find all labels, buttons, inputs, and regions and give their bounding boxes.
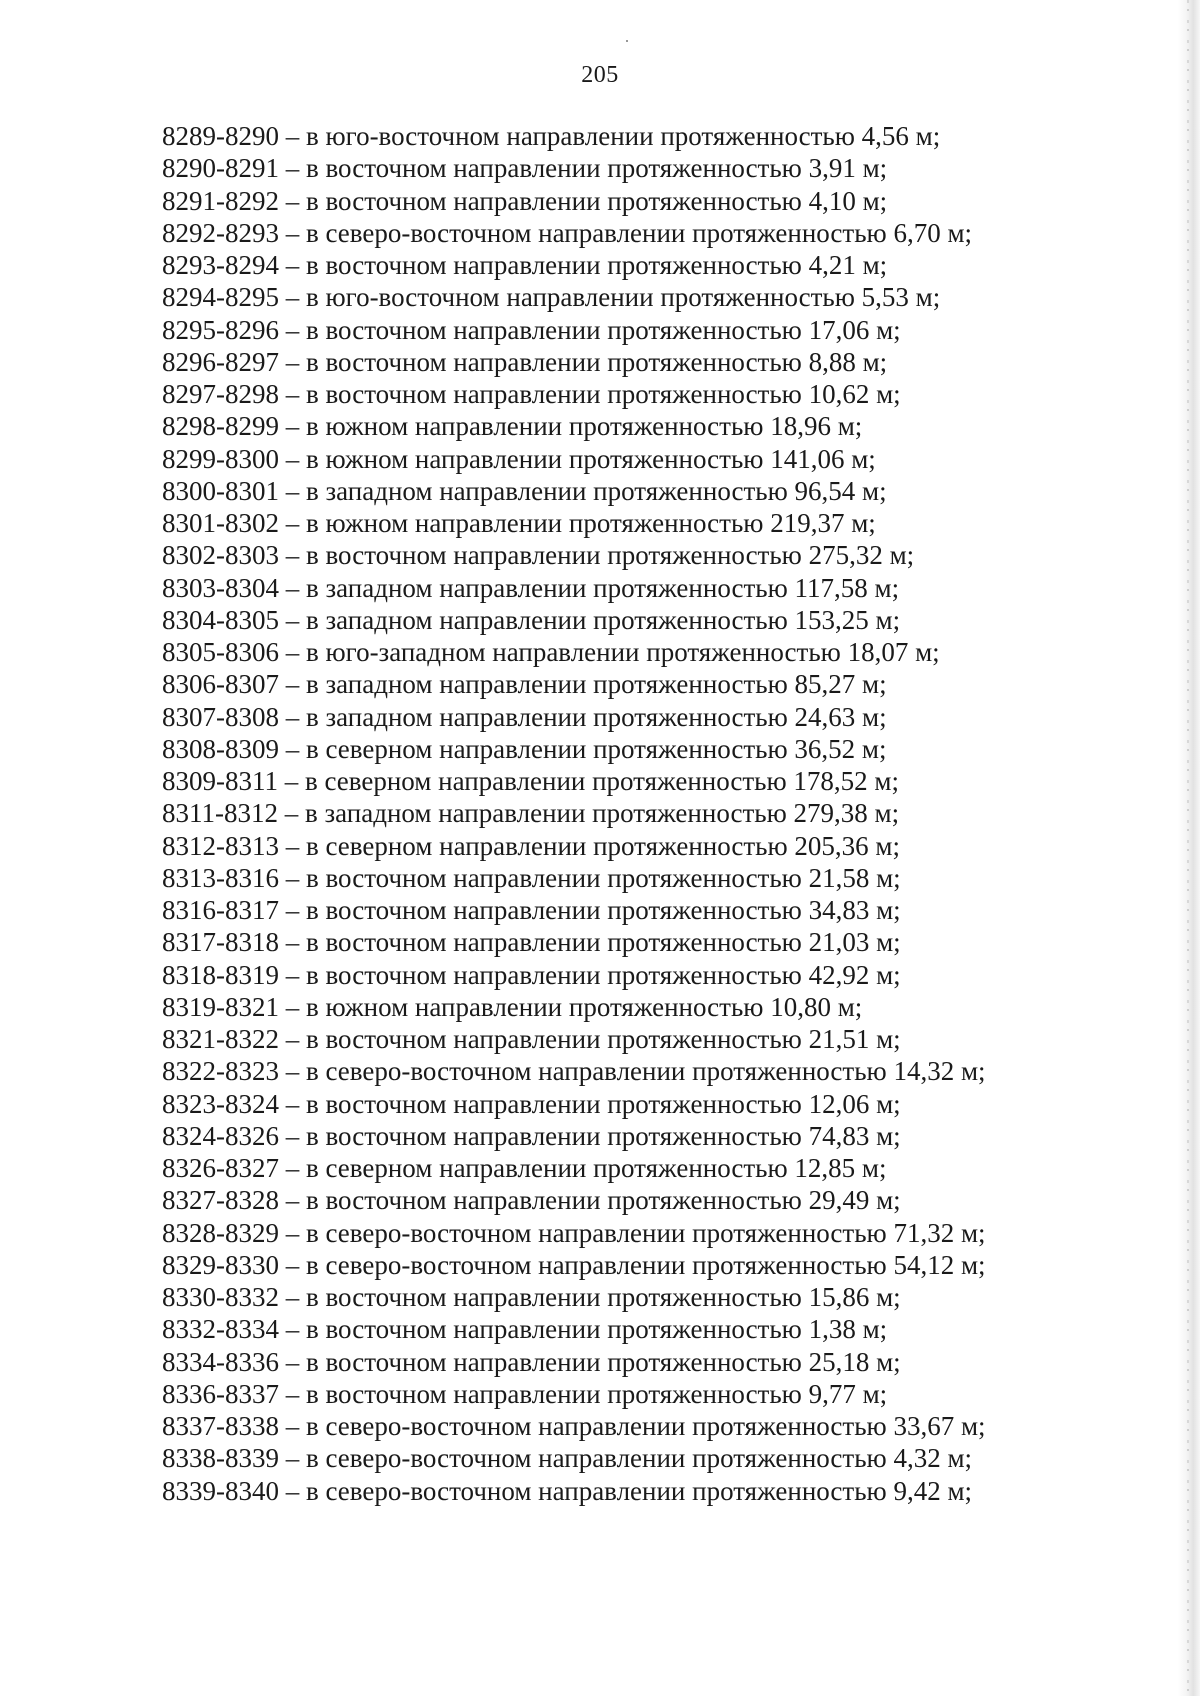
segment-line: 8336-8337 – в восточном направлении протяженностью 9,77 м; [162,1378,888,1409]
segment-line: 8301-8302 – в южном направлении протяженностью 219,37 м; [162,508,876,538]
segment-line: 8291-8292 – в восточном направлении протяженностью 4,10 м; [162,185,888,216]
segment-line: 8304-8305 – в западном направлении протяженностью 153,25 м; [162,604,901,635]
segment-line: 8306-8307 – в западном направлении протяженностью 85,27 м; [162,669,887,700]
segment-line: 8316-8317 – в восточном направлении протяженностью 34,83 м; [162,895,901,925]
segment-line: 8289-8290 – в юго-восточном направлении протяженностью 4,56 м; [162,121,941,151]
segment-line: 8338-8339 – в северо-восточном направлении протяженностью 4,32 м; [162,1443,973,1474]
segment-line: 8322-8323 – в северо-восточном направлении протяженностью 14,32 м; [162,1056,986,1087]
segment-line: 8305-8306 – в юго-западном направлении протяженностью 18,07 м; [162,637,940,667]
segment-line: 8307-8308 – в западном направлении протяженностью 24,63 м; [162,701,887,732]
segment-line: 8337-8338 – в северо-восточном направлении протяженностью 33,67 м; [162,1411,986,1441]
segment-line: 8300-8301 – в западном направлении протяженностью 96,54 м; [162,475,887,506]
segment-line: 8321-8322 – в восточном направлении протяженностью 21,51 м; [162,1024,901,1054]
segment-line: 8319-8321 – в южном направлении протяженностью 10,80 м; [162,991,863,1022]
segment-line: 8302-8303 – в восточном направлении протяженностью 275,32 м; [162,540,915,571]
segment-line: 8297-8298 – в восточном направлении протяженностью 10,62 м; [162,379,901,409]
segment-line: 8317-8318 – в восточном направлении протяженностью 21,03 м; [162,927,901,958]
segment-line: 8296-8297 – в восточном направлении протяженностью 8,88 м; [162,346,888,377]
segment-line: 8308-8309 – в северном направлении протяженностью 36,52 м; [162,733,887,764]
segment-line: 8290-8291 – в восточном направлении протяженностью 3,91 м; [162,153,888,184]
scan-speck [626,40,628,42]
scan-edge-artifact [1178,0,1200,1696]
segment-line: 8303-8304 – в западном направлении протяженностью 117,58 м; [162,572,900,603]
segment-line: 8294-8295 – в юго-восточном направлении протяженностью 5,53 м; [162,282,941,313]
boundary-segment-list [162,120,986,1507]
segment-line: 8329-8330 – в северо-восточном направлении протяженностью 54,12 м; [162,1249,986,1280]
segment-line: 8293-8294 – в восточном направлении протяженностью 4,21 м; [162,250,888,280]
segment-line: 8324-8326 – в восточном направлении протяженностью 74,83 м; [162,1120,901,1151]
segment-line: 8327-8328 – в восточном направлении протяженностью 29,49 м; [162,1185,901,1216]
segment-line: 8299-8300 – в южном направлении протяженностью 141,06 м; [162,443,876,474]
segment-line: 8323-8324 – в восточном направлении протяженностью 12,06 м; [162,1088,901,1119]
segment-line: 8339-8340 – в северо-восточном направлении протяженностью 9,42 м; [162,1475,973,1506]
segment-line: 8312-8313 – в северном направлении протяженностью 205,36 м; [162,830,901,861]
segment-line: 8328-8329 – в северо-восточном направлении протяженностью 71,32 м; [162,1217,986,1248]
segment-line: 8326-8327 – в северном направлении протяженностью 12,85 м; [162,1153,887,1183]
segment-line: 8311-8312 – в западном направлении протяженностью 279,38 м; [162,798,900,829]
segment-line: 8330-8332 – в восточном направлении протяженностью 15,86 м; [162,1282,901,1312]
segment-line: 8292-8293 – в северо-восточном направлении протяженностью 6,70 м; [162,217,973,248]
segment-line: 8334-8336 – в восточном направлении протяженностью 25,18 м; [162,1346,901,1377]
segment-line: 8295-8296 – в восточном направлении протяженностью 17,06 м; [162,314,901,345]
segment-line: 8298-8299 – в южном направлении протяженностью 18,96 м; [162,411,863,442]
segment-line: 8332-8334 – в восточном направлении протяженностью 1,38 м; [162,1314,888,1345]
page-number: 205 [581,62,619,88]
segment-line: 8318-8319 – в восточном направлении протяженностью 42,92 м; [162,959,901,990]
segment-line: 8313-8316 – в восточном направлении протяженностью 21,58 м; [162,862,901,893]
segment-line: 8309-8311 – в северном направлении протяженностью 178,52 м; [162,766,900,796]
